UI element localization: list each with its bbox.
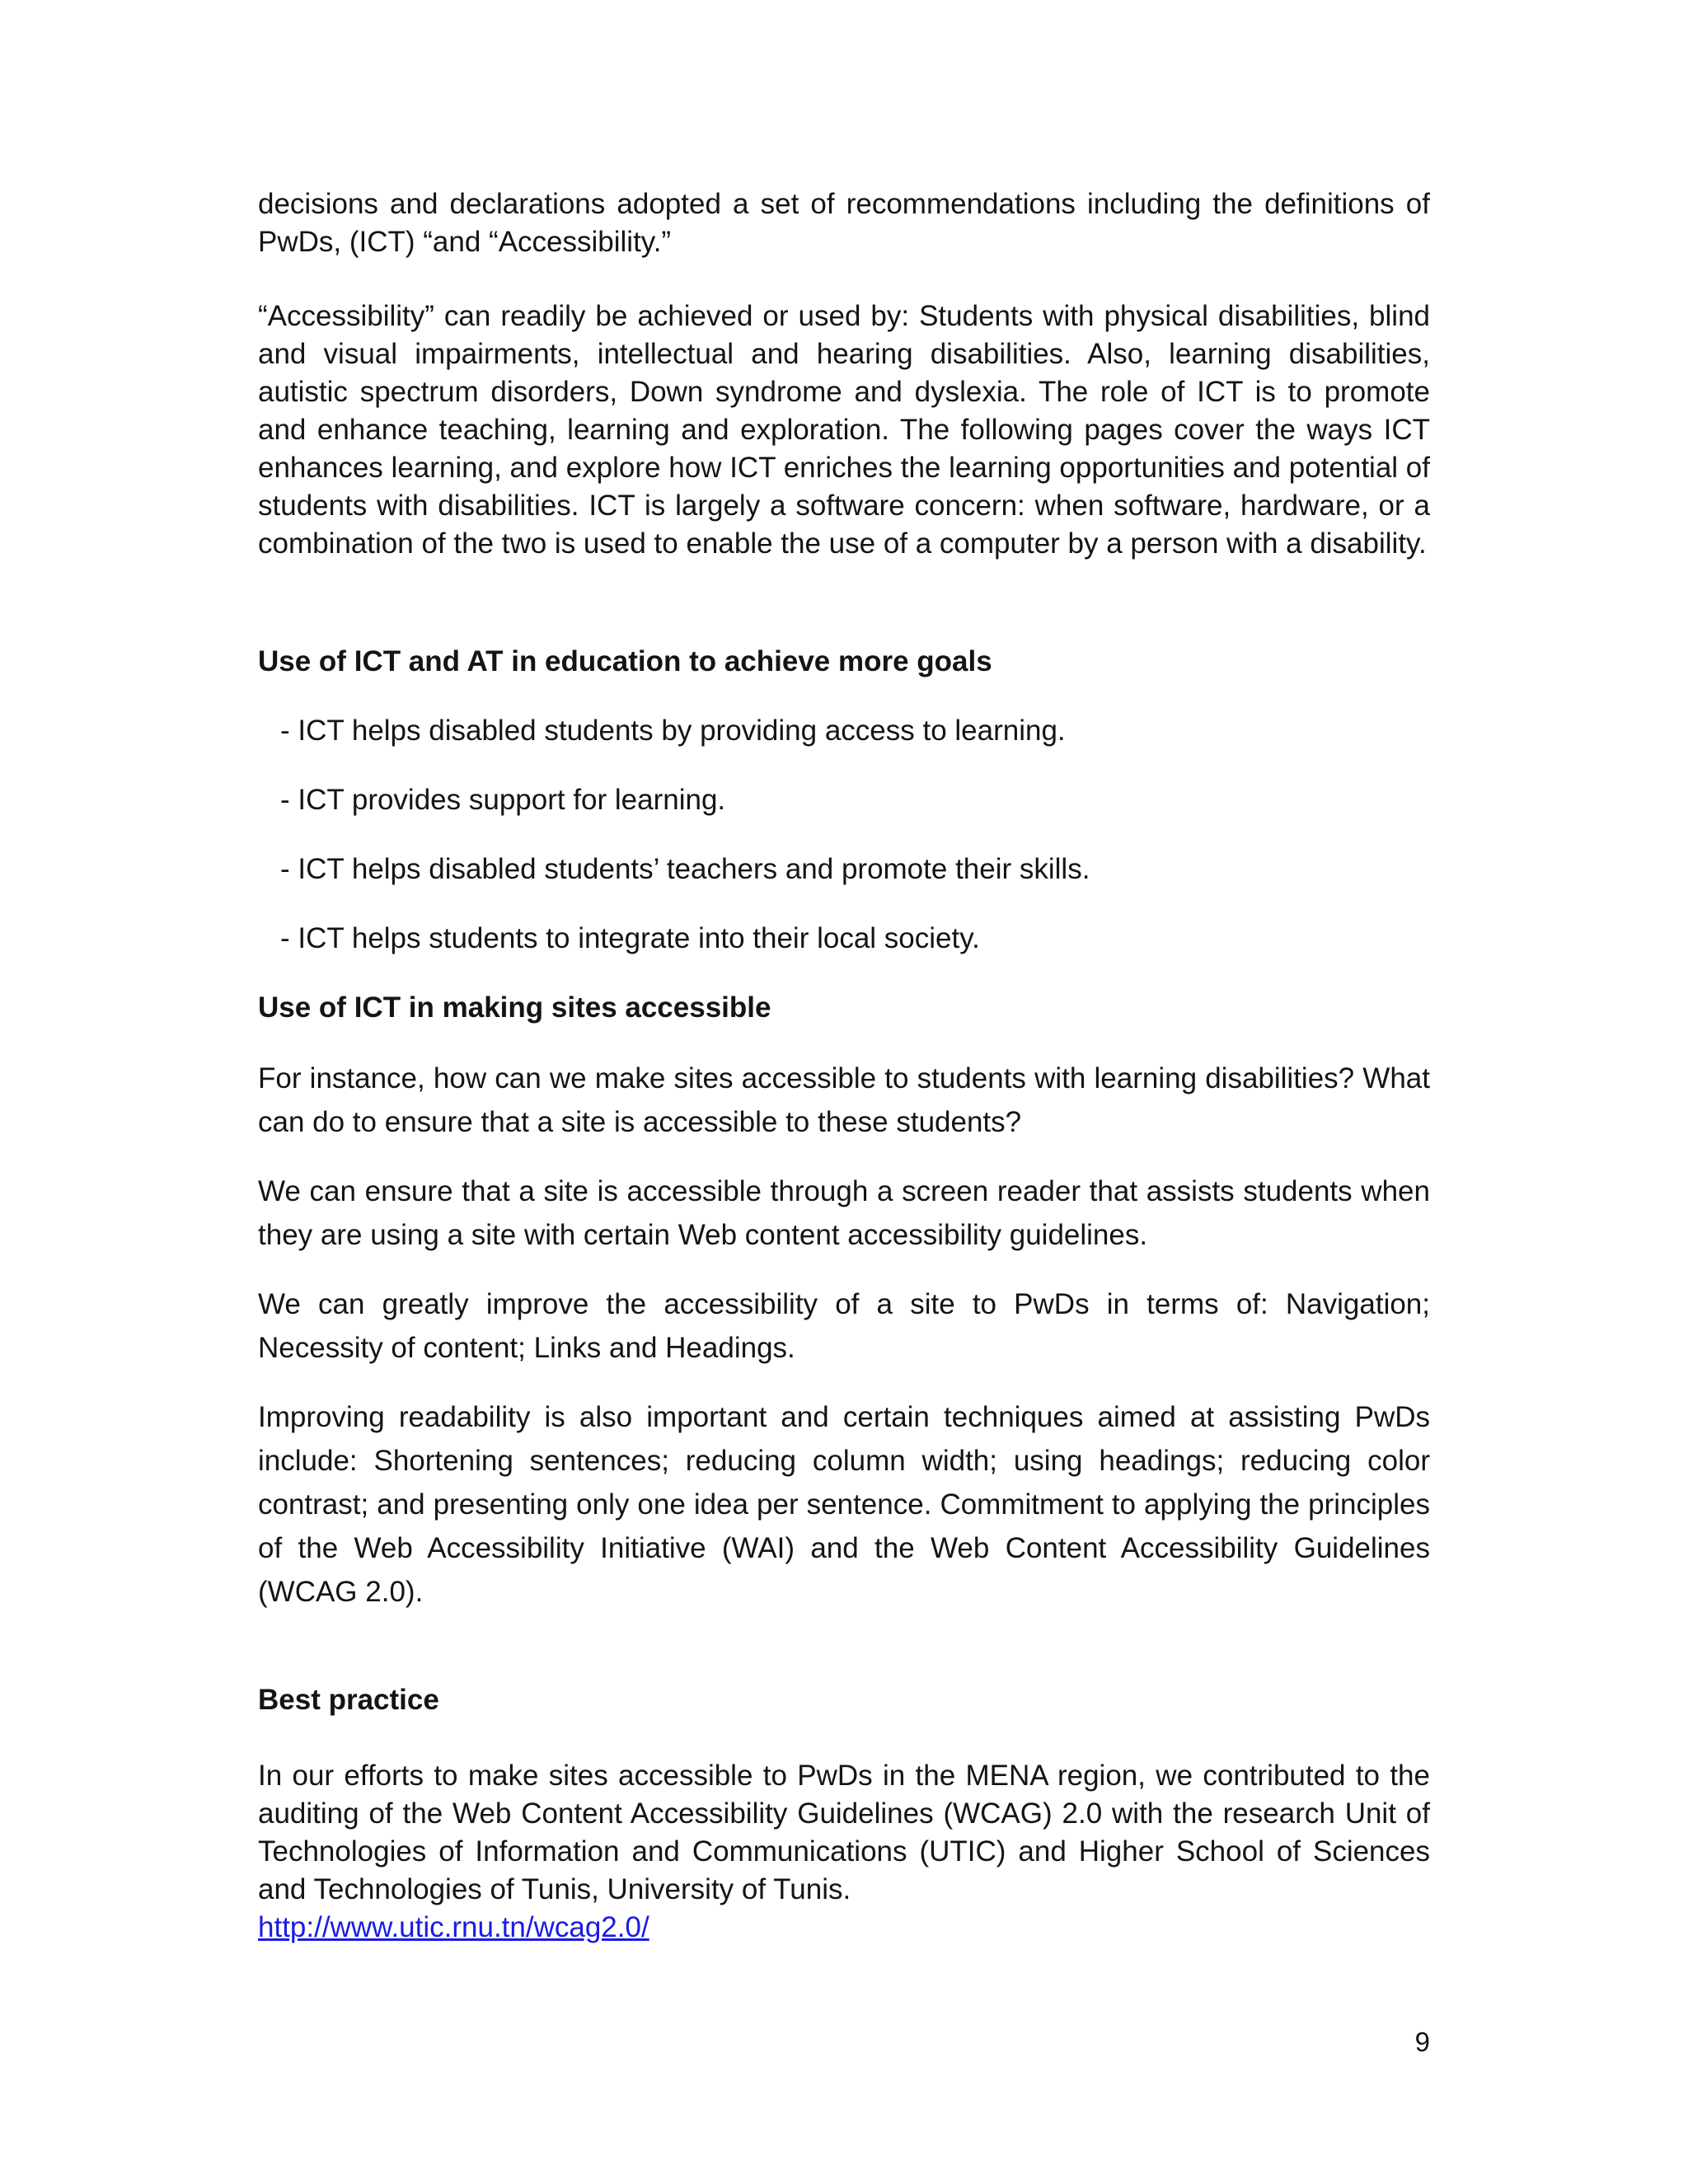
goals-bullet-1: - ICT helps disabled students by providing access to learning. bbox=[280, 715, 1066, 747]
goals-bullet-2: - ICT provides support for learning. bbox=[280, 784, 726, 816]
intro-paragraph: decisions and declarations adopted a set of recommendations including the definitions of PwDs, (ICT) “and “Accessibility.” bbox=[258, 188, 1430, 258]
utic-wcag-link[interactable]: http://www.utic.rnu.tn/wcag2.0/ bbox=[258, 1911, 649, 1943]
document-page bbox=[258, 0, 1430, 2184]
sites-paragraph-4: Improving readability is also important and certain techniques aimed at assisting PwDs include: Shortening sentences; reducing column width; using headings; reducing color contrast; and presenting only one idea per sentence. Commitment to applying the principles of the Web Accessibility Initiative (WAI) and the Web Content Accessibility Guidelines (WCAG 2.0). bbox=[258, 1401, 1430, 1608]
accessibility-paragraph: “Accessibility” can readily be achieved or used by: Students with physical disabilities, blind and visual impairments, intellectual and hearing disabilities. Also, learning disabilities, autistic spectrum disorders, Down syndrome and dyslexia. The role of ICT is to promote and enhance teaching, learning and exploration. The following pages cover the ways ICT enhances learning, and explore how ICT enriches the learning opportunities and potential of students with disabilities. ICT is largely a software concern: when software, hardware, or a combination of the two is used to enable the use of a computer by a person with a disability. bbox=[258, 300, 1430, 560]
goals-bullet-4: - ICT helps students to integrate into their local society. bbox=[280, 922, 980, 954]
sites-paragraph-1: For instance, how can we make sites accessible to students with learning disabilities? What can do to ensure that a site is accessible to these students? bbox=[258, 1062, 1430, 1138]
sites-paragraph-2: We can ensure that a site is accessible through a screen reader that assists students when they are using a site with certain Web content accessibility guidelines. bbox=[258, 1175, 1430, 1251]
best-practice-paragraph: In our efforts to make sites accessible to PwDs in the MENA region, we contributed to the auditing of the Web Content Accessibility Guidelines (WCAG) 2.0 with the research Unit of Technologies of Information and Communications (UTIC) and Higher School of Sciences and Technologies of Tunis, University of Tunis. bbox=[258, 1760, 1430, 1905]
best-practice-heading: Best practice bbox=[258, 1684, 439, 1716]
goals-heading: Use of ICT and AT in education to achieve more goals bbox=[258, 645, 992, 677]
goals-bullet-3: - ICT helps disabled students’ teachers and promote their skills. bbox=[280, 853, 1090, 885]
sites-heading: Use of ICT in making sites accessible bbox=[258, 991, 771, 1024]
sites-paragraph-3: We can greatly improve the accessibility of a site to PwDs in terms of: Navigation; Necessity of content; Links and Headings. bbox=[258, 1288, 1430, 1364]
page-number: 9 bbox=[1414, 2027, 1430, 2057]
